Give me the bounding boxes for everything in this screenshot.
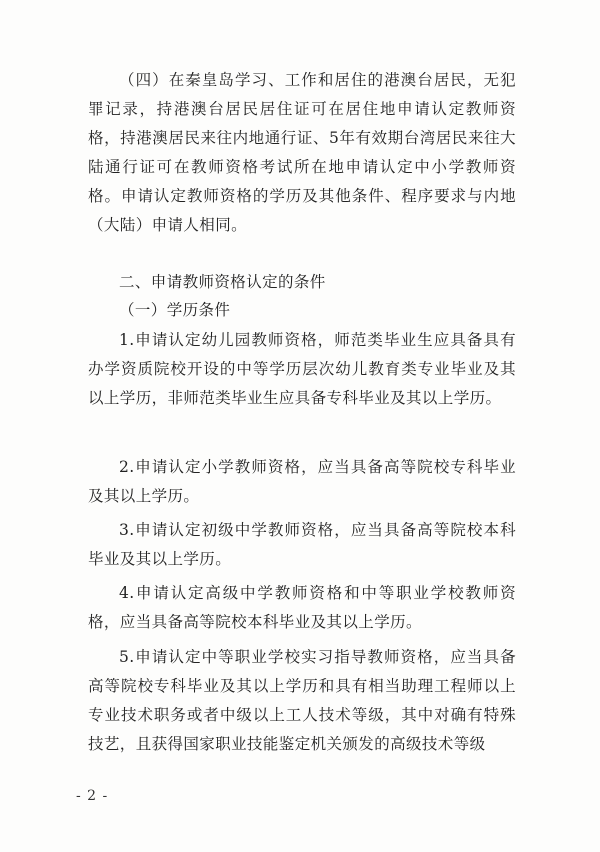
list-item-senior-middle-school: 4.申请认定高级中学教师资格和中等职业学校教师资格，应当具备高等院校本科毕业及其以上学历。: [88, 584, 516, 631]
subsection-heading-education: （一）学历条件: [119, 301, 231, 319]
list-item-vocational-instructor: 5.申请认定中等职业学校实习指导教师资格，应当具备高等院校专科毕业及其以上学历和具有相当助理工程师以上专业技术职务或者中级以上工人技术等级，其中对确有特殊技艺，且获得国家职业技能鉴定机关颁发的高级技术等级: [88, 648, 516, 753]
page-number: - 2 -: [76, 788, 109, 804]
section-heading-conditions: 二、申请教师资格认定的条件: [119, 273, 326, 291]
paragraph-hk-macao-taiwan-residents: （四）在秦皇岛学习、工作和居住的港澳台居民，无犯罪记录，持港澳台居民居住证可在居住地申请认定教师资格，持港澳居民来往内地通行证、5年有效期台湾居民来往大陆通行证可在教师资格考试所在地申请认定中小学教师资格。申请认定教师资格的学历及其他条件、程序要求与内地（大陆）申请人相同。: [88, 71, 516, 234]
list-item-kindergarten: 1.申请认定幼儿园教师资格，师范类毕业生应具备具有办学资质院校开设的中等学历层次幼儿教育类专业毕业及其以上学历，非师范类毕业生应具备专科毕业及其以上学历。: [88, 331, 516, 407]
list-item-primary-school: 2.申请认定小学教师资格，应当具备高等院校专科毕业及其以上学历。: [88, 458, 516, 505]
list-item-junior-middle-school: 3.申请认定初级中学教师资格，应当具备高等院校本科毕业及其以上学历。: [88, 521, 516, 568]
